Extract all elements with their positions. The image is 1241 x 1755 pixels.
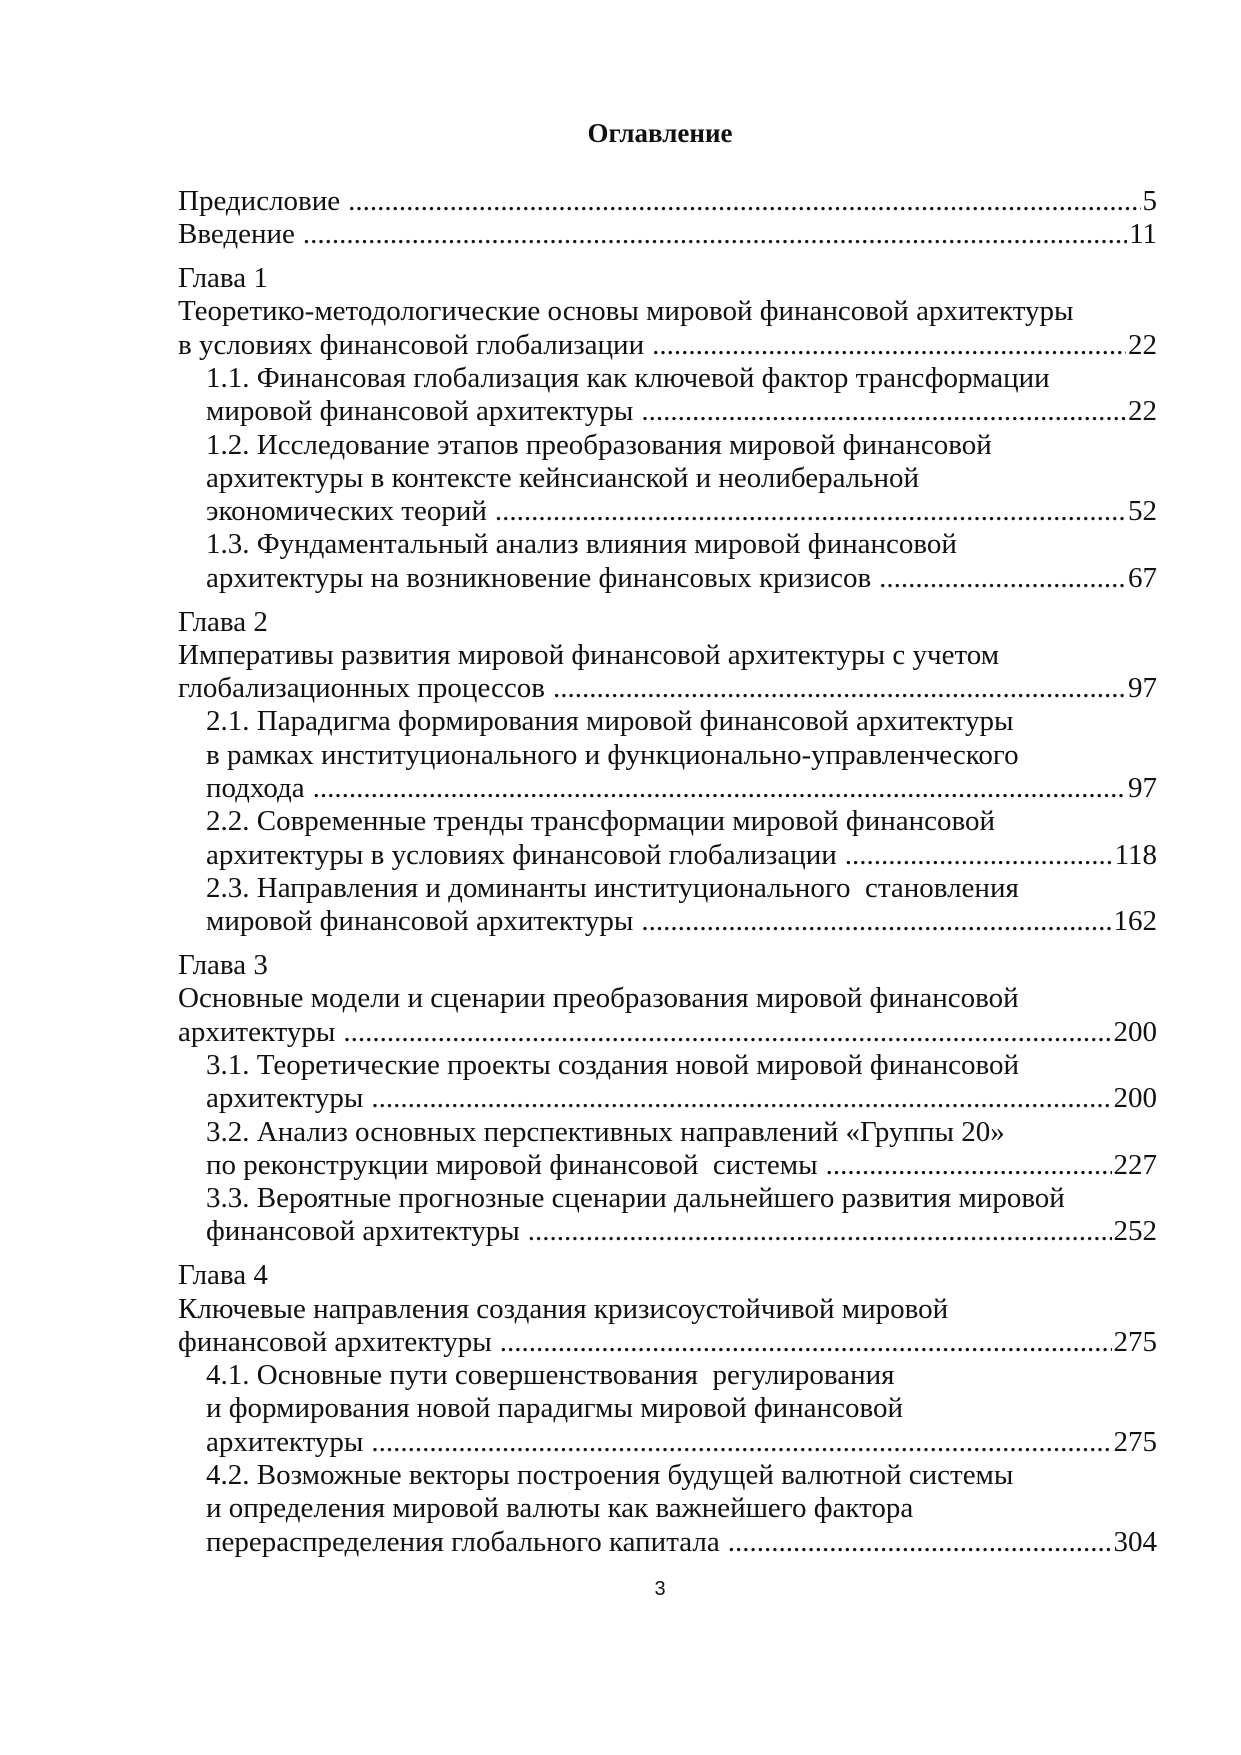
toc-page-number: 97 [1128, 672, 1157, 705]
dot-leader [348, 185, 1140, 218]
toc-entry-text: 2.3. Направления и доминанты институционального становления [206, 871, 1019, 904]
toc-subsection-entry[interactable] [178, 1459, 1157, 1559]
toc-entry-text: архитектуры в условиях финансовой глобализации [206, 838, 837, 871]
dot-leader [528, 1215, 1112, 1248]
toc-entry-text: и определения мировой валюты как важнейшего фактора [206, 1492, 914, 1525]
toc-entry-text: 4.1. Основные пути совершенствования регулирования [206, 1359, 895, 1392]
toc-page-number: 52 [1128, 495, 1157, 528]
toc-subsection-entry[interactable] [178, 1049, 1157, 1116]
dot-leader [500, 1326, 1112, 1359]
toc-page-number: 67 [1128, 561, 1157, 594]
toc-entry-text: в рамках институционального и функционально-управленческого [206, 738, 1019, 771]
toc-entry-line [178, 872, 1157, 905]
toc-entry-line [178, 905, 1157, 938]
toc-entry-text: 2.1. Парадигма формирования мировой финансовой архитектуры [206, 705, 1014, 738]
toc-entry-line [178, 739, 1157, 772]
toc-entry-line [178, 1526, 1157, 1559]
toc-entry[interactable] [178, 185, 1157, 218]
dot-leader [826, 1149, 1112, 1182]
toc-entry-text: 3.3. Вероятные прогнозные сценарии дальнейшего развития мировой [206, 1182, 1065, 1215]
toc-entry-line [178, 1326, 1157, 1359]
toc-entry-text: архитектуры на возникновение финансовых кризисов [206, 561, 872, 594]
toc-entry-line [178, 218, 1157, 251]
toc-entry-text: перераспределения глобального капитала [206, 1525, 720, 1558]
toc-page-number: 227 [1113, 1148, 1157, 1181]
toc-entry[interactable] [178, 639, 1157, 706]
table-of-contents [178, 185, 1157, 1569]
toc-entry-line [178, 1016, 1157, 1049]
toc-entry-text: 2.2. Современные тренды трансформации мировой финансовой [206, 805, 996, 838]
toc-entry-line [178, 1392, 1157, 1425]
dot-leader [371, 1426, 1111, 1459]
toc-entry-line [178, 462, 1157, 495]
toc-entry-text: 4.2. Возможные векторы построения будущей валютной системы [206, 1458, 1014, 1491]
toc-entry-text: 1.2. Исследование этапов преобразования мировой финансовой [206, 428, 992, 461]
toc-group [178, 185, 1157, 252]
toc-entry-line [178, 362, 1157, 395]
chapter-label [178, 1259, 1157, 1292]
dot-leader [495, 495, 1126, 528]
dot-leader [303, 218, 1127, 251]
toc-entry-text: Введение [178, 218, 295, 251]
toc-group [178, 1259, 1157, 1559]
toc-entry[interactable] [178, 218, 1157, 251]
toc-page-number: 200 [1113, 1015, 1157, 1048]
dot-leader [652, 329, 1126, 362]
chapter-label-text: Глава 4 [178, 1259, 268, 1292]
toc-subsection-entry[interactable] [178, 705, 1157, 805]
toc-entry-text: архитектуры [206, 1082, 364, 1115]
toc-entry-text: глобализационных процессов [178, 672, 545, 705]
toc-entry-line [178, 1492, 1157, 1525]
toc-entry[interactable] [178, 1293, 1157, 1360]
toc-entry-line [178, 705, 1157, 738]
toc-page-number: 97 [1128, 772, 1157, 805]
toc-entry-text: 1.1. Финансовая глобализация как ключевой фактор трансформации [206, 361, 1050, 394]
toc-page-number: 118 [1114, 838, 1157, 871]
toc-entry-line [178, 772, 1157, 805]
page-title: Оглавление [587, 118, 733, 148]
dot-leader [553, 672, 1126, 705]
dot-leader [371, 1082, 1111, 1115]
toc-entry-line [178, 1049, 1157, 1082]
toc-page-number: 252 [1113, 1215, 1157, 1248]
toc-entry-text: финансовой архитектуры [178, 1325, 492, 1358]
dot-leader [313, 772, 1126, 805]
toc-entry-line [178, 1426, 1157, 1459]
toc-entry-line [178, 528, 1157, 561]
chapter-label [178, 606, 1157, 639]
toc-subsection-entry[interactable] [178, 1359, 1157, 1459]
toc-subsection-entry[interactable] [178, 1116, 1157, 1183]
dot-leader [845, 839, 1113, 872]
toc-entry-text: Теоретико-методологические основы мировой финансовой архитектуры [178, 295, 1074, 328]
toc-entry-line [178, 1459, 1157, 1492]
toc-group [178, 949, 1157, 1249]
toc-entry-text: Ключевые направления создания кризисоустойчивой мировой [178, 1292, 949, 1325]
dot-leader [728, 1526, 1112, 1559]
toc-entry-line [178, 295, 1157, 328]
toc-entry-text: архитектуры [178, 1015, 336, 1048]
toc-entry-text: в условиях финансовой глобализации [178, 328, 645, 361]
toc-entry-line [178, 1293, 1157, 1326]
toc-entry-text: мировой финансовой архитектуры [206, 395, 634, 428]
toc-entry[interactable] [178, 982, 1157, 1049]
toc-entry-line [178, 1182, 1157, 1215]
toc-entry-line [178, 329, 1157, 362]
toc-entry-text: Предисловие [178, 185, 341, 217]
toc-entry-text: Императивы развития мировой финансовой архитектуры с учетом [178, 638, 1000, 671]
toc-entry-text: 3.2. Анализ основных перспективных направлений «Группы 20» [206, 1115, 1005, 1148]
toc-subsection-entry[interactable] [178, 872, 1157, 939]
toc-group [178, 262, 1157, 595]
toc-subsection-entry[interactable] [178, 1182, 1157, 1249]
toc-page-number: 22 [1128, 395, 1157, 428]
toc-entry-line [178, 495, 1157, 528]
dot-leader [343, 1016, 1111, 1049]
toc-entry-text: подхода [206, 772, 305, 805]
toc-entry-text: архитектуры [206, 1425, 364, 1458]
toc-entry-text: по реконструкции мировой финансовой системы [206, 1148, 818, 1181]
toc-subsection-entry[interactable] [178, 429, 1157, 529]
chapter-label-text: Глава 1 [178, 262, 268, 295]
toc-entry[interactable] [178, 295, 1157, 362]
dot-leader [641, 395, 1126, 428]
toc-entry-line [178, 1359, 1157, 1392]
toc-entry-line [178, 562, 1157, 595]
toc-entry-line [178, 639, 1157, 672]
toc-entry-line [178, 1116, 1157, 1149]
toc-entry-text: архитектуры в контексте кейнсианской и неолиберальной [206, 461, 920, 494]
toc-entry-line [178, 185, 1157, 218]
toc-subsection-entry[interactable] [178, 805, 1157, 872]
toc-entry-line [178, 1149, 1157, 1182]
toc-page-number: 22 [1128, 328, 1157, 361]
toc-subsection-entry[interactable] [178, 362, 1157, 429]
toc-entry-line [178, 805, 1157, 838]
toc-subsection-entry[interactable] [178, 528, 1157, 595]
toc-entry-text: финансовой архитектуры [206, 1215, 520, 1248]
dot-leader [641, 905, 1111, 938]
toc-entry-line [178, 429, 1157, 462]
page-number: 3 [654, 1578, 666, 1600]
chapter-label [178, 949, 1157, 982]
toc-entry-text: 1.3. Фундаментальный анализ влияния мировой финансовой [206, 528, 957, 561]
toc-entry-line [178, 672, 1157, 705]
chapter-label-text: Глава 3 [178, 949, 268, 982]
toc-page-number: 162 [1113, 905, 1157, 938]
toc-page-number: 275 [1113, 1425, 1157, 1458]
toc-page-number: 11 [1129, 218, 1157, 251]
chapter-label [178, 262, 1157, 295]
chapter-label-text: Глава 2 [178, 605, 268, 638]
toc-page-number: 275 [1113, 1325, 1157, 1358]
toc-entry-line [178, 1215, 1157, 1248]
toc-page-number: 5 [1142, 185, 1157, 217]
toc-page-number: 304 [1113, 1525, 1157, 1558]
toc-entry-line [178, 1082, 1157, 1115]
toc-group [178, 606, 1157, 939]
toc-entry-text: 3.1. Теоретические проекты создания новой мировой финансовой [206, 1048, 1020, 1081]
toc-entry-line [178, 982, 1157, 1015]
toc-page-number: 200 [1113, 1082, 1157, 1115]
dot-leader [879, 562, 1126, 595]
toc-entry-text: мировой финансовой архитектуры [206, 905, 634, 938]
toc-entry-text: Основные модели и сценарии преобразования мировой финансовой [178, 982, 1019, 1015]
toc-entry-text: и формирования новой парадигмы мировой финансовой [206, 1392, 903, 1425]
toc-entry-text: экономических теорий [206, 495, 487, 528]
toc-entry-line [178, 839, 1157, 872]
toc-entry-line [178, 395, 1157, 428]
